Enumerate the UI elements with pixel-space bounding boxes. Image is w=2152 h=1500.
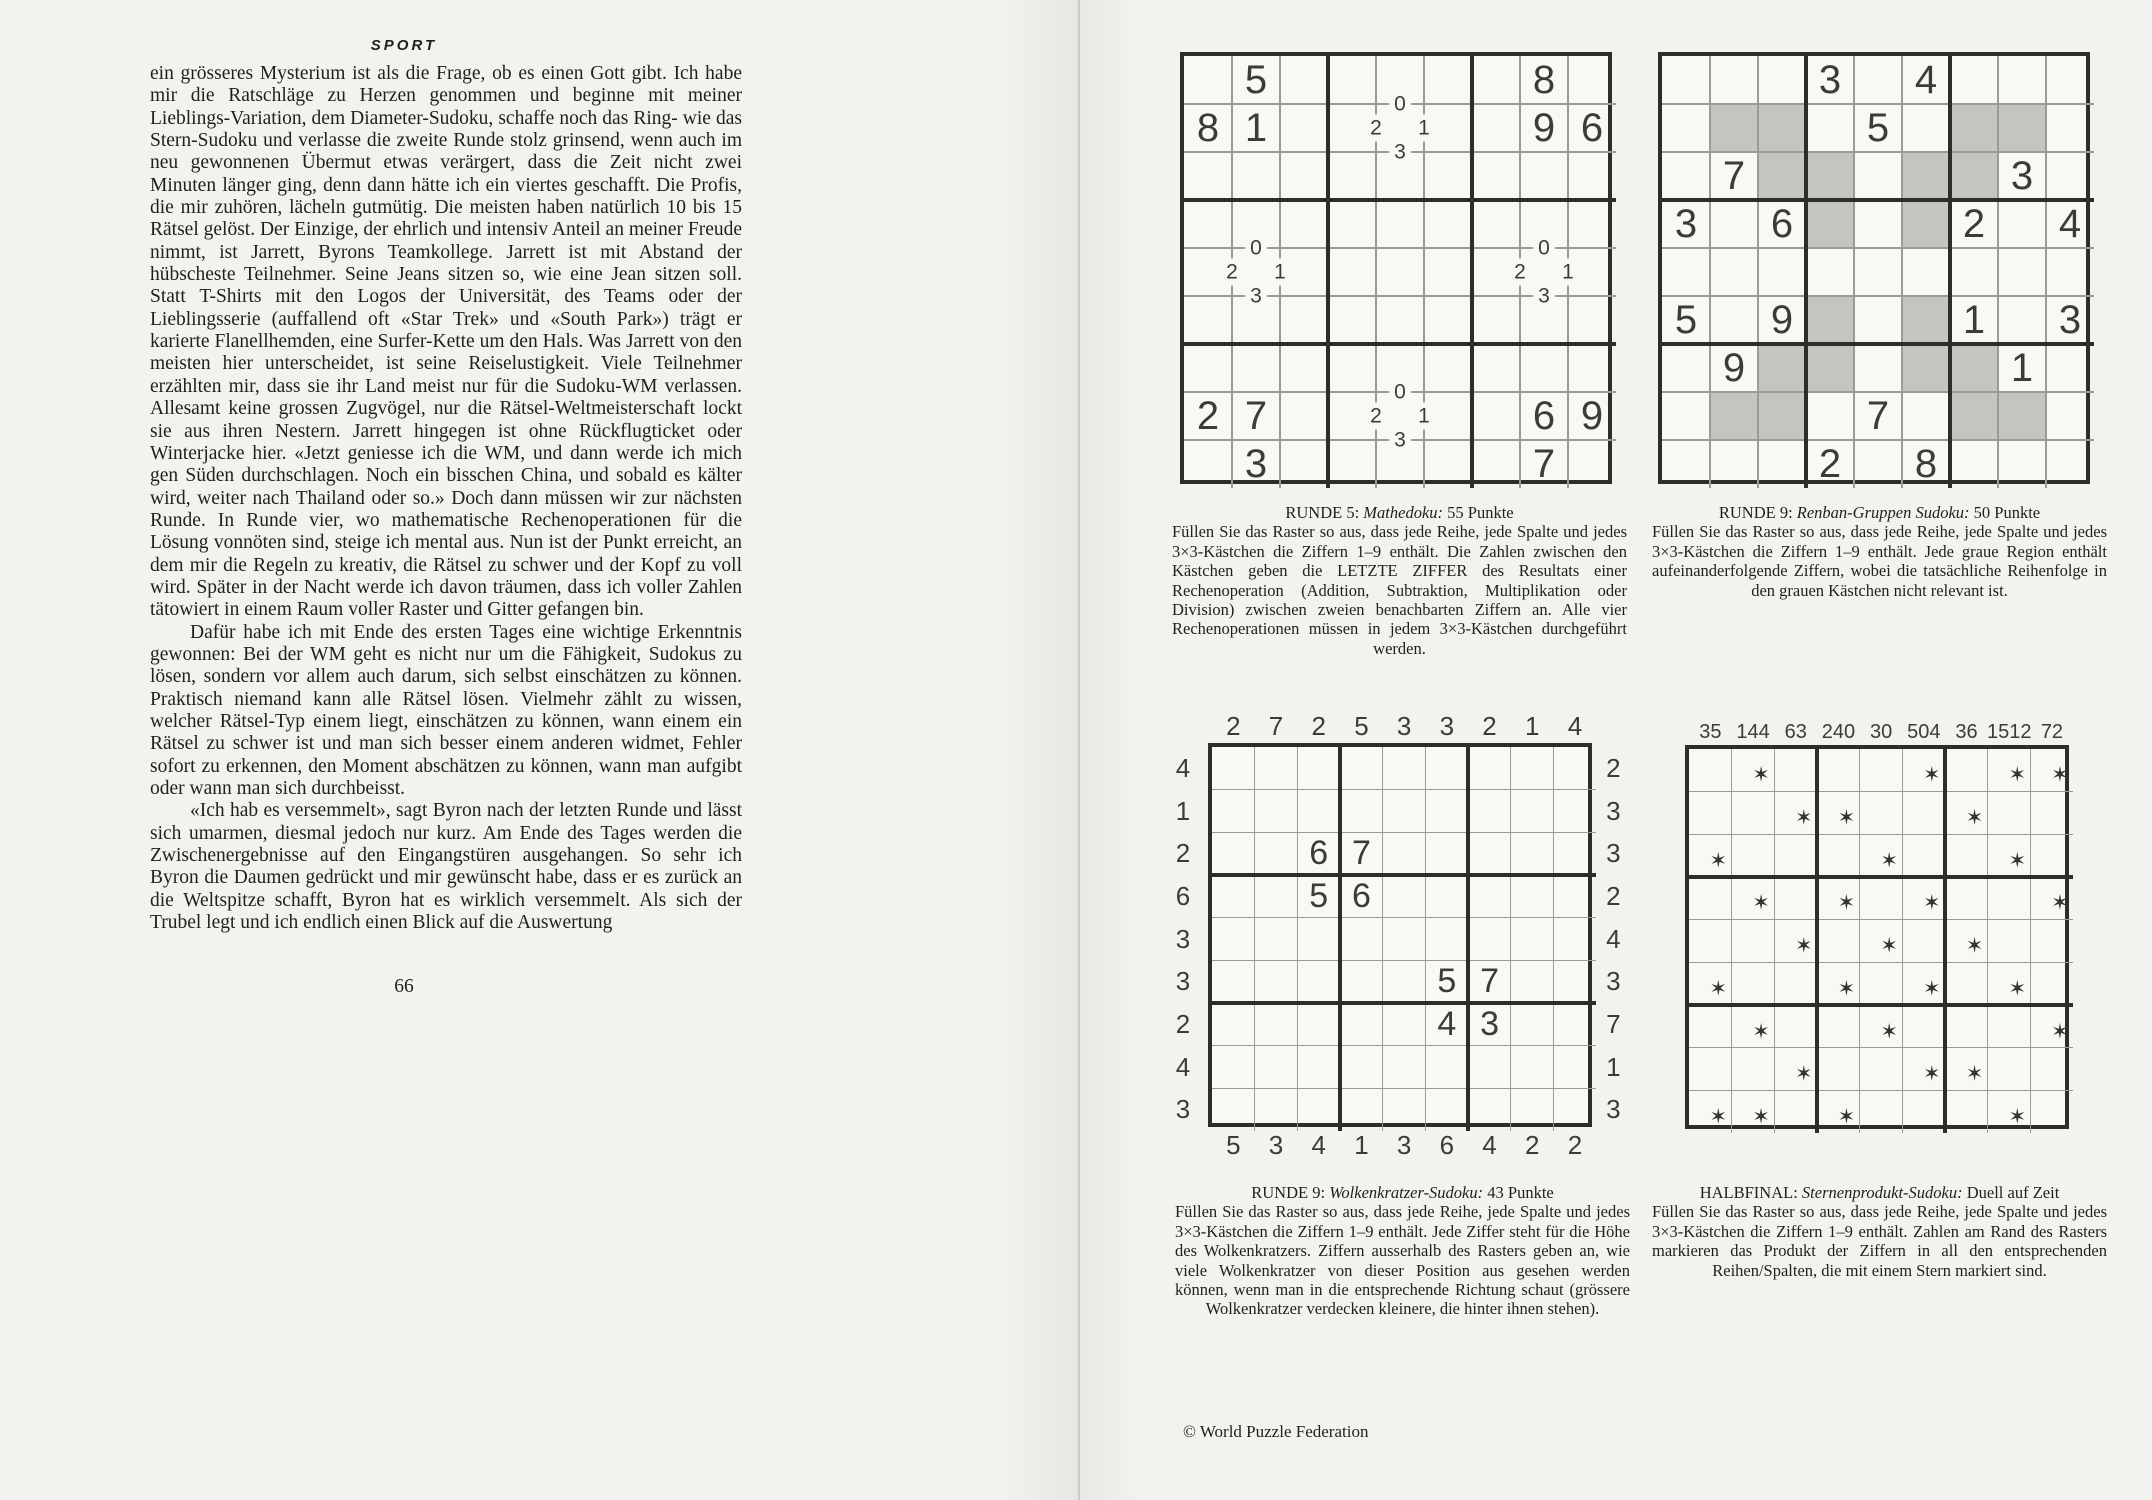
sternenprodukt-caption xyxy=(1652,1183,2107,1280)
wolkenkratzer-grid xyxy=(1175,710,1621,1160)
star-icon: ✶ xyxy=(1965,933,1984,958)
renban-gray-cell xyxy=(1758,152,1806,200)
paragraph: «Ich hab es versemmelt», sagt Byron nach der letzten Runde und lässt sich umarmen, diesmal jedoch nur kurz. Am Ende des Tages werden die Zwischenergebnisse auf den Eingangstüren ausgehangen. So sehr ich Byron die Daumen gedrückt und mir gewünscht habe, dass er es zurück an die Weltspitze schafft, Byron hat es wirklich versemmelt. Als sich der Trubel legt und ich endlich einen Blick auf die Auswertung xyxy=(150,800,742,934)
given-digit: 7 xyxy=(1866,393,1890,438)
grid-line-v xyxy=(1470,56,1474,488)
given-digit: 7 xyxy=(1722,153,1746,198)
skyscraper-clue-top: 2 xyxy=(1226,710,1241,741)
given-digit: 1 xyxy=(2010,345,2034,390)
grid-line-h xyxy=(1212,1001,1596,1005)
renban-gray-cell xyxy=(1758,344,1806,392)
grid-line-h xyxy=(1662,295,2094,296)
grid-line-v xyxy=(1553,747,1554,1131)
operation-digit-clue: 3 xyxy=(1389,430,1411,451)
operation-digit-clue: 1 xyxy=(1271,259,1289,286)
grid-line-v xyxy=(1815,749,1819,1133)
wolkenkratzer-caption xyxy=(1175,1183,1630,1319)
renban-gray-cell xyxy=(1758,392,1806,440)
skyscraper-clue-bottom: 2 xyxy=(1525,1129,1540,1160)
star-icon: ✶ xyxy=(1965,805,1984,830)
caption-points: 43 Punkte xyxy=(1487,1183,1554,1202)
star-icon: ✶ xyxy=(1923,762,1941,787)
caption-rules: Füllen Sie das Raster so aus, dass jede Reihe, jede Spalte und jedes 3×3-Kästchen die Ziffern 1–9 enthält. Jede Ziffer steht für die Höhe des Wolkenkratzers. Ziffern ausserhalb des Rasters geben an, wie viele Wolkenkratzer von dieser Position aus gesehen werden können, wenn man in die entsprechende Richtung schaut (grössere Wolkenkratzer verdecken kleinere, die hinter ihnen stehen). xyxy=(1175,1202,1630,1319)
skyscraper-clue-top: 7 xyxy=(1268,710,1284,741)
star-icon: ✶ xyxy=(1837,805,1856,830)
given-digit: 3 xyxy=(1244,441,1268,486)
star-icon: ✶ xyxy=(1837,1104,1856,1129)
star-icon: ✶ xyxy=(1794,1061,1813,1086)
caption-points: 55 Punkte xyxy=(1447,503,1514,522)
grid-line-h xyxy=(1212,960,1596,961)
product-clue: 1512 xyxy=(1986,720,2032,743)
star-icon: ✶ xyxy=(1923,976,1941,1001)
grid-line-h xyxy=(1689,962,2073,963)
caption-points: Duell auf Zeit xyxy=(1966,1183,2060,1202)
grid-line-h xyxy=(1212,1045,1596,1046)
caption-round: HALBFINAL: xyxy=(1699,1183,1798,1202)
skyscraper-clue-top: 3 xyxy=(1439,710,1455,741)
star-icon: ✶ xyxy=(1880,848,1898,873)
operation-digit-clue: 0 xyxy=(1245,238,1267,259)
skyscraper-clue-bottom: 3 xyxy=(1396,1129,1412,1160)
skyscraper-clue-right: 3 xyxy=(1606,1094,1621,1125)
skyscraper-clue-right: 2 xyxy=(1606,880,1621,911)
caption-title xyxy=(1652,503,2107,522)
grid-line-v xyxy=(1943,749,1947,1133)
renban-gray-cell xyxy=(1758,104,1806,152)
given-digit: 3 xyxy=(2010,153,2034,198)
skyscraper-clue-bottom: 4 xyxy=(1482,1129,1497,1160)
grid-line-v xyxy=(1254,747,1255,1131)
given-digit: 4 xyxy=(1437,1005,1457,1044)
page-number: 66 xyxy=(394,976,414,997)
grid-line-h xyxy=(1212,1088,1596,1089)
skyscraper-clue-top: 5 xyxy=(1354,710,1369,741)
caption-puzzle-name: Sternenprodukt-Sudoku: xyxy=(1801,1183,1963,1202)
given-digit: 2 xyxy=(1962,201,1986,246)
skyscraper-clue-right: 4 xyxy=(1606,923,1621,954)
grid-line-h xyxy=(1689,875,2073,879)
renban-gray-cell xyxy=(1806,200,1854,248)
caption-puzzle-name: Wolkenkratzer-Sudoku: xyxy=(1329,1183,1484,1202)
operation-digit-clue: 0 xyxy=(1389,94,1411,115)
skyscraper-clue-top: 2 xyxy=(1311,710,1326,741)
operation-digit-clue: 2 xyxy=(1367,403,1385,430)
caption-puzzle-name: Mathedoku: xyxy=(1363,503,1444,522)
grid-line-v xyxy=(1382,747,1383,1131)
given-digit: 2 xyxy=(1196,393,1220,438)
grid-line-h xyxy=(1212,789,1596,790)
renban-gray-cell xyxy=(1710,104,1758,152)
star-icon: ✶ xyxy=(1923,890,1941,915)
given-digit: 8 xyxy=(1532,57,1556,102)
product-clue: 504 xyxy=(1907,720,1941,743)
caption-rules: Füllen Sie das Raster so aus, dass jede Reihe, jede Spalte und jedes 3×3-Kästchen die Ziffern 1–9 enthält. Jede graue Region enthält aufeinanderfolgende Ziffern, wobei die tatsächliche Reihenfolge in den grauen Kästchen nicht relevant ist. xyxy=(1652,522,2107,600)
renban-grid xyxy=(1658,52,2090,484)
given-digit: 3 xyxy=(1674,201,1698,246)
grid-line-v xyxy=(1902,749,1903,1133)
renban-gray-cell xyxy=(1806,344,1854,392)
mathedoku-grid xyxy=(1180,52,1612,484)
star-icon: ✶ xyxy=(1923,1061,1941,1086)
star-icon: ✶ xyxy=(1752,762,1770,787)
grid-line-h xyxy=(1689,919,2073,920)
star-icon: ✶ xyxy=(1752,1104,1770,1129)
given-digit: 9 xyxy=(1722,345,1746,390)
product-clue: 30 xyxy=(1870,720,1893,743)
skyscraper-clue-top: 2 xyxy=(1482,710,1497,741)
renban-gray-cell xyxy=(1950,392,1998,440)
copyright-credit: © World Puzzle Federation xyxy=(1183,1422,1369,1441)
given-digit: 8 xyxy=(1196,105,1220,150)
grid-line-h xyxy=(1212,873,1596,877)
star-icon: ✶ xyxy=(1880,933,1898,958)
paragraph: ein grösseres Mysterium ist als die Frage, ob es einen Gott gibt. Ich habe mir die Ratschläge zu Herzen genommen und beginne mit meiner Lieblings-Variation, dem Diameter-Sudoku, schaffe noch das Ring- wie das Stern-Sudoku und verlasse die zweite Runde stolz grinsend, wenn auch im neu gewonnenen Übermut etwas verärgert, dass die Zeit nicht zwei Minuten länger ging, denn dann hätte ich ein viertes geschafft. Die Profis, die mir zuhören, lächeln gutmütig. Die meisten haben natürlich 10 bis 15 Rätsel gelöst. Der Einzige, der ehrlich und intensiv Anteil an meiner Freude nimmt, ist Jarrett, Byrons Teamkollege. Jarrett ist mit Abstand der hübscheste Teilnehmer. Seine Jeans sitzen so, wie eine Jean sitzen soll. Statt T-Shirts mit den Logos der Universität, des Teams oder der Lieblingsserie (auffallend oft «Star Trek» und «South Park») trägt er karierte Flanellhemden, eine Surfer-Kette um den Hals. Was Jarrett von den meisten hier unterscheidet, ist seine Reiselustigkeit. Viele Teilnehmer erzählten mir, dass sie ihr Land meist nur für die Sudoku-WM verlassen. Allesamt keine grossen Zugvögel, nur die Rätsel-Weltmeisterschaft lockt sie aus ihren Nestern. Jarrett hingegen ist ohne Rückflugticket oder Winterjacke hier. «Jetzt geniesse ich die WM, und dann werde ich mich gen Süden durchschlagen. Noch ein bisschen China, und sobald es kälter wird, weiter nach Thailand oder so.» Doch dann müssen wir zur nächsten Runde. In Runde vier, wo mathematische Rechenoperationen für die Lösung vonnöten sind, steige ich mental aus. Nun ist der Punkt erreicht, an dem mir die Regeln zu kreativ, die Rätsel zu schwer und der Kopf zu voll wird. Später in der Nacht werde ich davon träumen, dass ich voller Zahlen tätowiert in einem Raum voller Raster und Gitter gefangen bin. xyxy=(150,63,742,621)
given-digit: 2 xyxy=(1818,441,1842,486)
star-icon: ✶ xyxy=(2051,890,2069,915)
star-icon: ✶ xyxy=(2008,848,2027,873)
renban-caption xyxy=(1652,503,2107,600)
skyscraper-clue-left: 1 xyxy=(1175,795,1191,826)
given-digit: 9 xyxy=(1580,393,1604,438)
given-digit: 6 xyxy=(1351,876,1371,915)
operation-digit-clue: 2 xyxy=(1511,259,1529,286)
grid-line-v xyxy=(1510,747,1511,1131)
caption-title xyxy=(1652,1183,2107,1202)
given-digit: 7 xyxy=(1480,962,1499,1001)
star-icon: ✶ xyxy=(1965,1061,1984,1086)
renban-gray-cell xyxy=(1998,392,2046,440)
operation-digit-clue: 0 xyxy=(1389,382,1411,403)
star-icon: ✶ xyxy=(1752,890,1770,915)
renban-gray-cell xyxy=(1998,104,2046,152)
given-digit: 4 xyxy=(1914,57,1938,102)
grid-line-h xyxy=(1212,917,1596,918)
star-icon: ✶ xyxy=(1794,805,1813,830)
sternenprodukt-grid xyxy=(1685,720,2069,1129)
grid-line-v xyxy=(1297,747,1298,1131)
caption-round: RUNDE 9: xyxy=(1718,503,1793,522)
given-digit: 9 xyxy=(1532,105,1556,150)
caption-rules: Füllen Sie das Raster so aus, dass jede Reihe, jede Spalte und jedes 3×3-Kästchen die Ziffern 1–9 enthält. Zahlen am Rand des Rasters markieren das Produkt der Ziffern in all den entsprechenden Reihen/Spalten, die mit einem Stern markiert sind. xyxy=(1652,1202,2107,1280)
star-icon: ✶ xyxy=(1752,1019,1770,1044)
given-digit: 6 xyxy=(1580,105,1604,150)
caption-title xyxy=(1175,1183,1630,1202)
renban-gray-cell xyxy=(1902,200,1950,248)
grid-line-v xyxy=(1338,747,1342,1131)
caption-round: RUNDE 9: xyxy=(1251,1183,1326,1202)
operation-digit-clue: 0 xyxy=(1533,238,1555,259)
given-digit: 5 xyxy=(1309,876,1329,915)
grid-line-h xyxy=(1662,247,2094,248)
given-digit: 6 xyxy=(1770,201,1794,246)
operation-digit-clue: 3 xyxy=(1245,286,1267,307)
given-digit: 9 xyxy=(1770,297,1794,342)
grid-line-h xyxy=(1212,832,1596,833)
star-icon: ✶ xyxy=(1837,890,1856,915)
given-digit: 3 xyxy=(1818,57,1842,102)
operation-digit-clue: 1 xyxy=(1559,259,1577,286)
given-digit: 6 xyxy=(1532,393,1556,438)
grid-line-v xyxy=(1948,56,1952,488)
skyscraper-clue-right: 2 xyxy=(1606,752,1621,783)
skyscraper-clue-top: 3 xyxy=(1396,710,1412,741)
renban-gray-cell xyxy=(1902,296,1950,344)
star-icon: ✶ xyxy=(1837,976,1856,1001)
grid-line-h xyxy=(1184,342,1616,346)
star-icon: ✶ xyxy=(2008,762,2027,787)
star-icon: ✶ xyxy=(1709,1104,1728,1129)
renban-gray-cell xyxy=(1806,296,1854,344)
caption-round: RUNDE 5: xyxy=(1285,503,1360,522)
grid-line-v xyxy=(1731,749,1732,1133)
given-digit: 8 xyxy=(1914,441,1938,486)
paragraph: Dafür habe ich mit Ende des ersten Tages eine wichtige Erkenntnis gewonnen: Bei der WM geht es nicht nur um die Fähigkeit, Sudokus zu lösen, sondern vor allem auch darum, sich selbst einschätzen zu können. Praktisch niemand kann alle Rätsel lösen. Vielmehr zählt zu wissen, welcher Rätsel-Typ einem liegt, einschätzen zu können, wann einem ein Rätsel zu schwer ist und man sich besser einem anderen widmet, Fehler sofort zu erkennen, den Moment abschätzen zu können, wann man aufgibt oder wann man sich durchbeisst. xyxy=(150,621,742,799)
skyscraper-clue-right: 3 xyxy=(1606,966,1621,997)
caption-title xyxy=(1172,503,1627,522)
grid-line-v xyxy=(1425,747,1426,1131)
star-icon: ✶ xyxy=(2051,1019,2069,1044)
skyscraper-clue-right: 1 xyxy=(1606,1051,1621,1082)
renban-gray-cell xyxy=(1806,152,1854,200)
skyscraper-clue-bottom: 6 xyxy=(1439,1129,1455,1160)
grid-line-h xyxy=(1689,834,2073,835)
skyscraper-clue-bottom: 3 xyxy=(1268,1129,1284,1160)
given-digit: 5 xyxy=(1866,105,1890,150)
grid-line-h xyxy=(1689,1090,2073,1091)
gutter-shadow-right xyxy=(1080,0,1140,1500)
renban-gray-cell xyxy=(1710,392,1758,440)
grid-line-h xyxy=(1184,198,1616,202)
skyscraper-clue-right: 3 xyxy=(1606,838,1621,869)
star-icon: ✶ xyxy=(1709,848,1728,873)
gutter-shadow-left xyxy=(1000,0,1078,1500)
operation-digit-clue: 2 xyxy=(1223,259,1241,286)
grid-line-v xyxy=(1997,56,1998,488)
product-clue: 35 xyxy=(1699,720,1722,743)
skyscraper-clue-left: 3 xyxy=(1175,966,1191,997)
skyscraper-clue-bottom: 4 xyxy=(1311,1129,1326,1160)
skyscraper-clue-top: 4 xyxy=(1567,710,1583,741)
skyscraper-clue-left: 4 xyxy=(1175,752,1191,783)
caption-points: 50 Punkte xyxy=(1973,503,2041,522)
renban-gray-cell xyxy=(1950,152,1998,200)
given-digit: 1 xyxy=(1962,297,1986,342)
text-column xyxy=(150,63,742,934)
grid-line-v xyxy=(1987,749,1988,1133)
grid-line-v xyxy=(1774,749,1775,1133)
caption-puzzle-name: Renban-Gruppen Sudoku: xyxy=(1796,503,1970,522)
skyscraper-clue-bottom: 1 xyxy=(1354,1129,1369,1160)
skyscraper-clue-left: 2 xyxy=(1175,1009,1191,1040)
star-icon: ✶ xyxy=(1709,976,1728,1001)
star-icon: ✶ xyxy=(2008,976,2027,1001)
given-digit: 5 xyxy=(1244,57,1268,102)
given-digit: 5 xyxy=(1437,962,1457,1001)
product-clue: 72 xyxy=(2040,720,2064,743)
operation-digit-clue: 1 xyxy=(1415,403,1433,430)
grid-line-v xyxy=(1709,56,1710,488)
product-clue: 36 xyxy=(1955,720,1978,743)
grid-line-v xyxy=(1326,56,1330,488)
skyscraper-clue-right: 7 xyxy=(1606,1009,1621,1040)
skyscraper-clue-left: 2 xyxy=(1175,838,1191,869)
skyscraper-clue-left: 4 xyxy=(1175,1051,1191,1082)
grid-line-v xyxy=(2030,749,2031,1133)
skyscraper-clue-right: 3 xyxy=(1606,795,1621,826)
grid-line-v xyxy=(1757,56,1758,488)
operation-digit-clue: 2 xyxy=(1367,115,1385,142)
renban-gray-cell xyxy=(1950,104,1998,152)
skyscraper-clue-left: 6 xyxy=(1175,880,1191,911)
skyscraper-clue-left: 3 xyxy=(1175,1094,1191,1125)
running-head: SPORT xyxy=(370,37,438,54)
given-digit: 3 xyxy=(1480,1005,1499,1044)
skyscraper-clue-top: 1 xyxy=(1525,710,1540,741)
given-digit: 1 xyxy=(1244,105,1268,150)
operation-digit-clue: 1 xyxy=(1415,115,1433,142)
product-clue: 63 xyxy=(1784,720,1807,743)
given-digit: 7 xyxy=(1532,441,1556,486)
operation-digit-clue: 3 xyxy=(1533,286,1555,307)
given-digit: 7 xyxy=(1351,834,1371,873)
given-digit: 5 xyxy=(1674,297,1698,342)
grid-line-v xyxy=(2045,56,2046,488)
star-icon: ✶ xyxy=(2051,762,2069,787)
given-digit: 7 xyxy=(1244,393,1268,438)
given-digit: 6 xyxy=(1309,834,1329,873)
grid-line-h xyxy=(1689,1003,2073,1007)
grid-line-v xyxy=(1466,747,1470,1131)
grid-line-h xyxy=(1689,1047,2073,1048)
skyscraper-clue-bottom: 5 xyxy=(1226,1129,1241,1160)
product-clue: 144 xyxy=(1736,720,1770,743)
renban-gray-cell xyxy=(1950,344,1998,392)
skyscraper-clue-bottom: 2 xyxy=(1567,1129,1583,1160)
skyscraper-clue-left: 3 xyxy=(1175,923,1191,954)
grid-line-h xyxy=(1689,791,2073,792)
product-clue: 240 xyxy=(1821,720,1856,743)
caption-rules: Füllen Sie das Raster so aus, dass jede Reihe, jede Spalte und jedes 3×3-Kästchen die Ziffern 1–9 enthält. Die Zahlen zwischen den Kästchen geben die LETZTE ZIFFER des Resultats einer Rechenoperation (Addition, Subtraktion, Multiplikation oder Division) zwischen zweien benachbarten Ziffern an. Alle vier Rechenoperationen müssen in jedem 3×3-Kästchen durchgeführt werden. xyxy=(1172,522,1627,658)
star-icon: ✶ xyxy=(1794,933,1813,958)
mathedoku-caption xyxy=(1172,503,1627,658)
grid-line-v xyxy=(1804,56,1808,488)
star-icon: ✶ xyxy=(1880,1019,1898,1044)
renban-gray-cell xyxy=(1902,152,1950,200)
renban-gray-cell xyxy=(1902,344,1950,392)
given-digit: 4 xyxy=(2058,201,2082,246)
star-icon: ✶ xyxy=(2008,1104,2027,1129)
operation-digit-clue: 3 xyxy=(1389,142,1411,163)
grid-line-v xyxy=(1859,749,1860,1133)
given-digit: 3 xyxy=(2058,297,2082,342)
